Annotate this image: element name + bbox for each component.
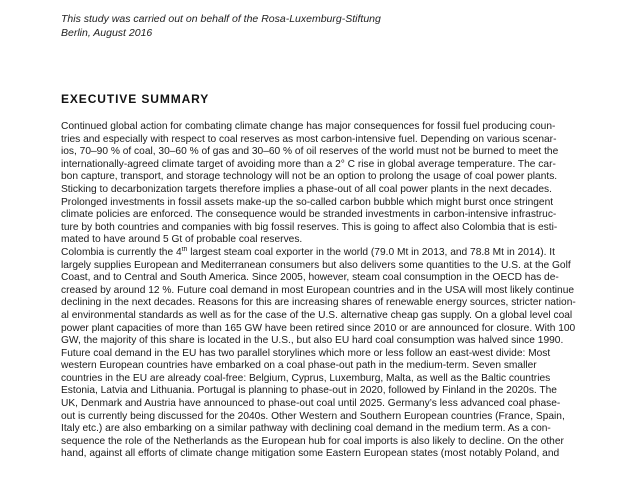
text-line: hand, against all efforts of climate change mitigation some Eastern European states (most notably Poland, and bbox=[61, 448, 560, 460]
text-line: mated to have around 5 Gt of probable coal reserves. bbox=[61, 234, 303, 246]
text-line: sequence the role of the Netherlands as the European hub for coal imports is also likely to decline. On the other bbox=[61, 435, 564, 447]
executive-summary-body bbox=[61, 121, 581, 461]
ordinal-superscript: th bbox=[181, 246, 188, 253]
text-fragment: largest steam coal exporter in the world (79.0 Mt in 2013, and 78.8 Mt in 2014). It bbox=[187, 246, 555, 258]
text-line: GW, the majority of this share is located in the U.S., but also EU hard coal consumption was halved since 1990. bbox=[61, 335, 564, 347]
text-line: out is currently being discussed for the 2040s. Other Western and Southern European countries (France, Spain, bbox=[61, 410, 565, 422]
section-heading: EXECUTIVE SUMMARY bbox=[61, 92, 210, 106]
text-line: declining in the next decades. Reasons for this are increasing shares of renewable energy sources, stricter nation- bbox=[61, 297, 576, 309]
text-line: western European countries have embarked on a coal phase-out path in the medium-term. Seven smaller bbox=[61, 360, 537, 372]
text-line: largely supplies European and Mediterranean consumers but also delivers some quantities to the U.S. at the Golf bbox=[61, 259, 571, 271]
text-line: ios, 70–90 % of coal, 30–60 % of gas and 30–60 % of oil reserves of the world must not be burned to meet the bbox=[61, 146, 559, 158]
text-fragment: Colombia is currently the 4 bbox=[61, 246, 182, 258]
paragraph-3 bbox=[61, 348, 581, 461]
paragraph-1 bbox=[61, 121, 581, 247]
text-line: internationally-agreed climate target of avoiding more than a 2° C rise in global average temperature. The car- bbox=[61, 158, 556, 170]
text-line: Coast, and to Central and South America. Since 2005, however, steam coal consumption in the OECD has de- bbox=[61, 272, 559, 284]
text-line: UK, Denmark and Austria have announced to phase-out coal until 2025. Germany’s less advanced coal phase- bbox=[61, 398, 561, 410]
text-line: creased by around 12 %. Future coal demand in most European countries and in the USA will most likely continue bbox=[61, 284, 575, 296]
text-line: bon capture, transport, and storage technology will not be an option to prolong the usage of coal power plants. bbox=[61, 171, 558, 183]
text-line: power plant capacities of more than 165 GW have been retired since 2010 or are announced for closure. With 100 bbox=[61, 322, 576, 334]
text-line: climate policies are enforced. The consequence would be stranded investments in carbon-intensive infrastruc- bbox=[61, 209, 557, 221]
study-note-date: Berlin, August 2016 bbox=[61, 26, 153, 39]
text-line: Future coal demand in the EU has two parallel storylines which more or less follow an east-west divide: Most bbox=[61, 347, 551, 359]
text-line-with-superscript bbox=[61, 247, 581, 260]
text-line: Sticking to decarbonization targets therefore implies a phase-out of all coal power plants in the next decades. bbox=[61, 183, 552, 195]
text-line: Prolonged investments in fossil assets make-up the so-called carbon bubble which might burst once stringent bbox=[61, 196, 554, 208]
study-note-line: This study was carried out on behalf of the Rosa-Luxemburg-Stiftung bbox=[61, 13, 381, 25]
text-line: al environmental standards as well as for the case of the U.S. alternative cheap gas supply. On a global level coal bbox=[61, 309, 573, 321]
study-note bbox=[61, 13, 581, 40]
text-line: Estonia, Latvia and Lithuania. Portugal is planning to phase-out in 2020, followed by Finland in the 2020s. The bbox=[61, 385, 557, 397]
text-line: Continued global action for combating climate change has major consequences for fossil fuel producing coun- bbox=[61, 121, 556, 132]
text-line: countries in the EU are already coal-free: Belgium, Cyprus, Luxemburg, Malta, as well as the Baltic countries bbox=[61, 372, 551, 384]
text-line: Italy etc.) are also embarking on a similar pathway with declining coal demand in the medium term. As a con- bbox=[61, 423, 551, 435]
text-line: tries and especially with respect to coal reserves as most carbon-intensive fuel. Depending on various scenar- bbox=[61, 133, 557, 145]
text-line: ture by both countries and companies with big fossil reserves. This is going to affect also Colombia that is esti- bbox=[61, 221, 558, 233]
paragraph-2 bbox=[61, 247, 581, 348]
